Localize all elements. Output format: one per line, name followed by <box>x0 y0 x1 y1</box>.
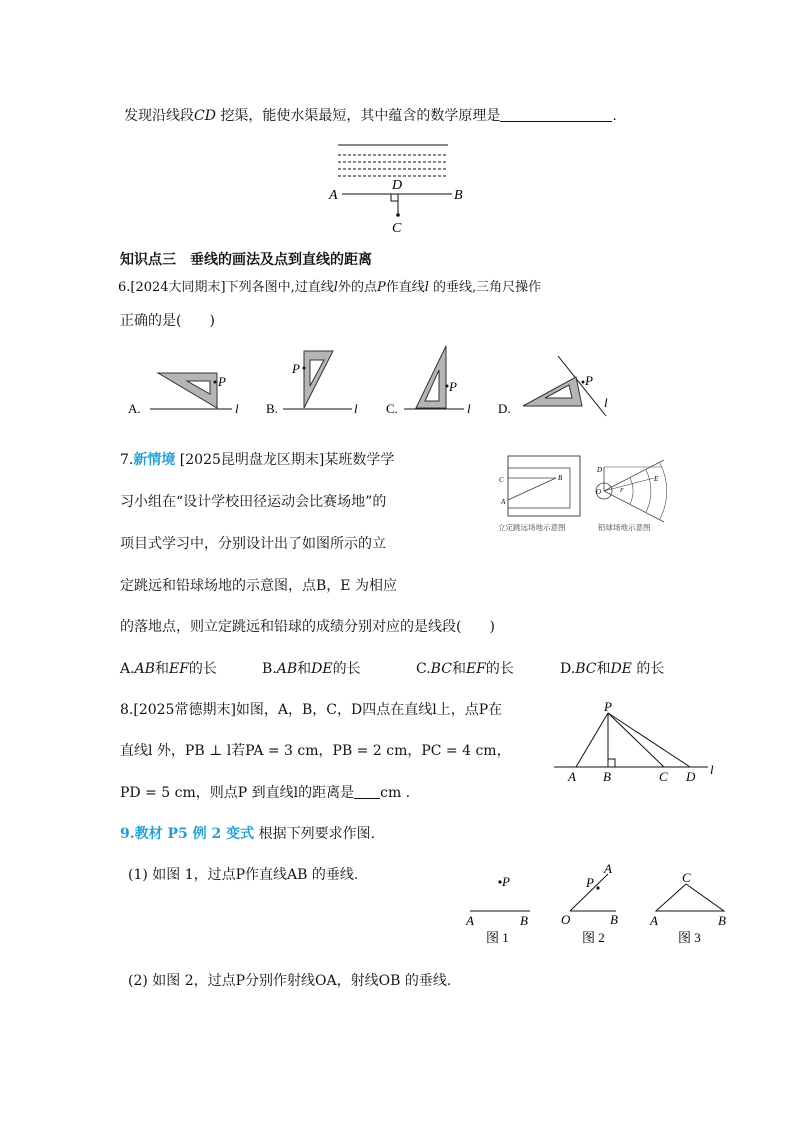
q5-point-c <box>396 213 400 217</box>
q8-line1: 8.[2025常德期末]如图，A，B，C，D四点在直线l上，点P在 <box>120 702 503 718</box>
q8-figure <box>552 700 732 790</box>
q5-seg: CD <box>194 108 216 124</box>
q6-option-d-label[interactable]: D. <box>498 401 511 416</box>
q9-part1: (1) 如图 1，过点P作直线AB 的垂线. <box>128 867 359 883</box>
q7-option-seg: DE <box>610 661 632 677</box>
q7-option-text: 的长 <box>332 661 361 677</box>
q5-label-d: D <box>392 178 403 193</box>
q7-fig1-frame <box>508 456 580 516</box>
q6-b-point-p <box>303 367 306 370</box>
q9-fig2-caption: 图 2 <box>582 930 605 945</box>
q7-fig2-label-o: O <box>596 488 602 496</box>
q8-segment-pa <box>576 713 608 767</box>
q7-option-text: 和 <box>297 661 312 677</box>
q9-fig2-point-p <box>596 886 599 889</box>
q9-part2: (2) 如图 2，过点P分别作射线OA，射线OB 的垂线. <box>128 973 452 989</box>
q6-a-point-p <box>214 381 217 384</box>
q7-option-label: A. <box>120 661 135 677</box>
q7-fig2-arc <box>660 463 667 519</box>
q6-b-label-p: P <box>292 361 300 376</box>
q7-option-seg: BC <box>430 661 452 677</box>
q7-option-seg: AB <box>134 661 155 677</box>
q8-right-angle-mark <box>608 759 615 767</box>
q6-text: 6.[2024大同期末]下列各图中,过直线 <box>118 280 334 295</box>
q7-option-b[interactable] <box>262 660 361 678</box>
q7-fig1-caption: 立定跳远场地示意图 <box>498 523 566 532</box>
q6-text: 作直线 <box>385 280 425 295</box>
q7-option-text: 的长 <box>188 661 217 677</box>
q6-var: l <box>424 280 429 295</box>
q7-figures <box>494 452 674 542</box>
q9-fig1-label-b: B <box>520 913 528 928</box>
q8-line2: 直线l 外，PB ⊥ l若PA = 3 cm，PB = 2 cm，PC = 4 cm， <box>120 743 511 759</box>
q8-label-b: B <box>603 769 611 784</box>
q9-fig2-label-p: P <box>586 875 594 890</box>
q9-fig3-label-b: B <box>718 913 726 928</box>
q6-option-b-label[interactable]: B. <box>266 401 278 416</box>
q9-fig3-caption: 图 3 <box>678 930 701 945</box>
q7-tag: 新情境 <box>133 452 176 468</box>
q8-text: cm . <box>380 785 411 801</box>
q8-answer-blank[interactable] <box>354 784 380 799</box>
q6-text: 外的点 <box>337 280 377 295</box>
q5-answer-blank[interactable] <box>500 107 612 122</box>
q9-fig3-triangle <box>656 884 724 911</box>
q7-option-text: 和 <box>596 661 611 677</box>
q7-fig2-caption: 铅球场地示意图 <box>598 523 651 532</box>
q7-option-label: D. <box>560 661 576 677</box>
q9-fig1-caption: 图 1 <box>486 930 509 945</box>
q7-fig2-label-f: F <box>620 488 624 494</box>
q9-fig1-label-p: P <box>502 874 510 889</box>
q6-d-label-p: P <box>585 373 593 388</box>
q6-a-label-l: l <box>235 401 239 416</box>
q8-label-d: D <box>686 769 696 784</box>
q7-fig2-arc <box>630 478 633 504</box>
q9-number: 9. <box>120 826 135 842</box>
q5-right-angle-mark <box>391 194 398 201</box>
q7-option-label: B. <box>262 661 277 677</box>
q6-d-set-square <box>523 377 582 406</box>
q9-fig2-label-a: A <box>604 862 612 876</box>
q8-text: PD = 5 cm，则点P 到直线l的距离是 <box>120 785 355 801</box>
q7-line5: 的落地点，则立定跳远和铅球的成绩分别对应的是线段( ) <box>120 619 495 635</box>
q9-fig2-label-b: B <box>610 912 618 927</box>
q9-fig3-label-a: A <box>650 913 658 928</box>
q6-option-a-label[interactable]: A. <box>128 401 141 416</box>
q7-option-a[interactable] <box>120 660 217 678</box>
q7-option-seg: DE <box>311 661 333 677</box>
q9-fig3-label-c: C <box>682 870 691 885</box>
q5-end: . <box>612 108 617 124</box>
q7-line2: 习小组在“设计学校田径运动会比赛场地”的 <box>120 494 387 510</box>
section-title: 知识点三 垂线的画法及点到直线的距离 <box>120 252 372 268</box>
q8-line3 <box>120 784 410 802</box>
q7-line4: 定跳远和铅球场地的示意图，点B，E 为相应 <box>120 578 397 594</box>
q7-option-text: 和 <box>154 661 169 677</box>
q6-var: l <box>333 280 338 295</box>
q7-line3: 项目式学习中，分别设计出了如图所示的立 <box>120 536 386 552</box>
q8-label-l: l <box>710 762 714 777</box>
q6-option-c-label[interactable]: C. <box>386 401 398 416</box>
q5-text-pre: 发现沿线段 <box>124 108 194 124</box>
q7-text: [2025昆明盘龙区期末]某班数学学 <box>175 452 395 468</box>
q7-option-text: 的长 <box>485 661 514 677</box>
q8-segment-pd <box>608 713 690 767</box>
q6-d-label-l: l <box>604 395 608 410</box>
q7-fig1-label-b: B <box>558 474 563 482</box>
q7-number: 7. <box>120 452 134 468</box>
q7-option-seg: BC <box>575 661 597 677</box>
q6-b-label-l: l <box>354 401 358 416</box>
q7-fig2-throw-line <box>604 478 654 491</box>
q5-text <box>124 107 617 125</box>
q9-intro: 根据下列要求作图. <box>254 826 376 842</box>
q9-fig2-label-o: O <box>561 912 571 927</box>
q7-option-c[interactable] <box>416 660 514 678</box>
q6-c-label-l: l <box>467 401 471 416</box>
q5-label-b: B <box>454 188 463 203</box>
q6-text: 的垂线,三角尺操作 <box>428 280 542 295</box>
q8-segment-pc <box>608 713 664 767</box>
q5-text-post: 挖渠，能使水渠最短，其中蕴含的数学原理是 <box>215 108 501 124</box>
q7-option-label: C. <box>416 661 431 677</box>
q5-label-c: C <box>392 221 402 236</box>
q7-line1 <box>120 451 394 469</box>
q5-figure <box>322 138 472 238</box>
q7-fig2-label-d: D <box>597 466 603 474</box>
q7-fig1-jump-line <box>508 478 556 500</box>
q8-label-p: P <box>604 700 612 714</box>
q9-fig1-label-a: A <box>466 913 474 928</box>
q6-stem-line1 <box>118 279 541 297</box>
q6-c-label-p: P <box>449 379 457 394</box>
q9-figures <box>460 862 740 952</box>
q7-option-text: 和 <box>451 661 466 677</box>
q7-option-seg: EF <box>465 661 486 677</box>
q7-fig1-label-a: A <box>501 498 506 506</box>
q6-options-figure <box>120 338 640 424</box>
q9-tag: 教材 P5 例 2 变式 <box>134 826 255 842</box>
q6-a-label-p: P <box>218 374 226 389</box>
q7-option-d[interactable] <box>560 660 664 678</box>
q7-fig2-arc <box>646 470 651 512</box>
q6-stem-line2: 正确的是( ) <box>120 313 215 329</box>
q7-fig2-label-e: E <box>654 475 659 483</box>
q6-var: P <box>376 280 386 295</box>
q9-stem <box>120 825 375 843</box>
q7-fig1-label-c: C <box>499 476 504 484</box>
q5-label-a: A <box>329 188 338 203</box>
q7-option-seg: EF <box>168 661 189 677</box>
q7-option-text: 的长 <box>631 661 665 677</box>
q8-label-a: A <box>568 769 576 784</box>
q7-option-seg: AB <box>276 661 298 677</box>
q7-fig2-sector-edge <box>604 491 664 522</box>
q8-label-c: C <box>659 769 668 784</box>
